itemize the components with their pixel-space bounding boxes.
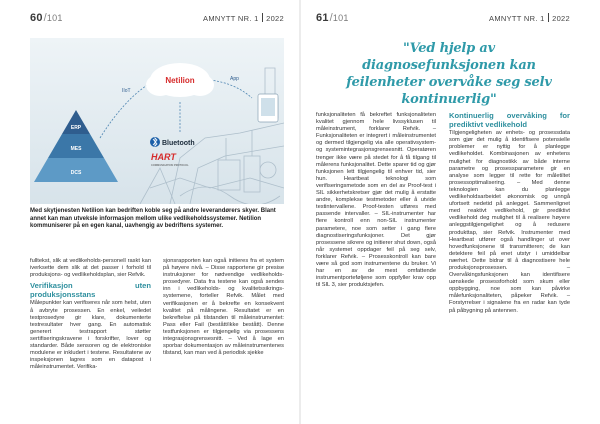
article-paragraph: fulltekst, slik at vedlikeholds-personell raskt kan iverksette dem slik at det passer i forhold til produksjons- og vedlikeholdsplan, sier Refvik. (30, 258, 151, 279)
article-paragraph: Målepunkter kan verifiseres når som helst, uten å avbryte prosessen. En enkel, veiledet testprosedyre gir klare, dokumenterte testresultater hver gang. En automatisk generert testrapport støtter sertifiseringskravene i forskrifter, lover og standarder. Både sensoren og de elektroniske modulene er inkludert i testene. Resultatene av inspeksjonen lagres som en datapost i måleinstrumentet. Verifika- (30, 300, 151, 371)
page-number-current: 60 (30, 12, 43, 24)
illustration-graphic (30, 38, 284, 204)
hart-sublabel: COMMUNICATION PROTOCOL (151, 164, 189, 167)
section-heading: Verifikasjon uten produksjonsstans (30, 281, 151, 299)
magazine-year: 2022 (266, 14, 284, 23)
iiot-label: IIoT (122, 88, 131, 94)
pyramid-label-dcs: DCS (70, 170, 82, 176)
page-number-total: 101 (46, 13, 63, 23)
magazine-year: 2022 (552, 14, 570, 23)
article-paragraph: funksjonaliteten få bekreftet funksjonaliteten kvalitet gjennom hele livssyklusen til måleinstrument, forklarer Refvik. – Funksjonaliteten er integrert i måleinstrumentet og dermed tilgjengelig via alle operativsystem- og systemintegrasjonsgrensesnitt. Operatøren trenger ikke være på stedet for å få tilgang til målerens funksjonalitet. Dette sparer tid og gjør funksjonen lett tilgjengelig til enhver tid, sier hun. Heartbeat teknologi som verifiseringsmetode som en del av Proof-test i SIL sikkerhetskretser gjør det mulig å erstatte andre, komplekse testmetoder eller å utvide testintervallene. Proof-testen utføres med passende intervaller. – SIL-instrumenter har flere kontroll enn non-SIL instrumenter parametere, noe som setter i gang flere diagnostiseringsfunksjoner. Det gjør prosessene sikrere og initierer shut down, også når systemet oppdager feil på seg selv, forklarer Refvik. – Prosesskontroll kan bare være så god som instrumentene du bruker. Vi har en av de mest omfattende instrumentporteføljene som oppfyller krav opp til SIL 3, sier produktsjefen. (316, 112, 436, 289)
page-number-total: 101 (332, 13, 349, 23)
pull-quote: "Ved hjelp av diagnosefunksjonen kan feilenheter overvåke seg selv kontinuerlig" (346, 41, 552, 107)
pyramid-label-mes: MES (70, 146, 82, 152)
magazine-name: AMNYTT NR. 1 (489, 14, 545, 23)
netilion-brand: Netilion (165, 76, 195, 85)
left-page-column-1 (30, 258, 151, 371)
magazine-issue (203, 13, 284, 23)
pyramid-label-erp: ERP (70, 125, 82, 131)
left-page-number: 60/101 (30, 12, 63, 24)
article-paragraph: sjonsrapporten kan også initieres fra et system på høyere nivå. – Disse rapportene gir presise instruksjoner for nødvendige vedlikeholds-prosedyrer. Data fra testene kan også sendes inn i vedlikeholds- og kvalitetssikrings-systemene, forteller Refvik. Målet med verifikasjonen er å bekrefte en konsekvent kvalitet på målingene. Resultatet er en bekreftelse på tilstanden til måleinstrumentet: Pass eller Fail (bestått/ikke bestått). Denne testfunksjonen er tilgjengelig via prosessens integrasjonsgrensesnitt. – Ved å lage en sporbar dokumentasjon av måleinstrumentenes tilstand, kan man ved å periodisk sjekke (163, 258, 284, 357)
right-page-column-1 (316, 112, 436, 289)
right-page-number: 61/101 (316, 12, 349, 24)
page-gutter (299, 0, 301, 424)
right-page-header (316, 12, 570, 26)
section-heading: Kontinuerlig overvåking for prediktivt vedlikehold (449, 111, 570, 129)
app-label: App (230, 76, 239, 82)
figure-caption: Med skytjenesten Netilion kan bedriften koble seg på andre leverandørers skyer. Blant annet kan man utveksle informasjon mellom ulike vedlikeholdssystemer. Netilion kommuniserer på en egen kanal, uavhengig av bedriftens systemer. (30, 208, 276, 230)
left-page-column-2 (163, 258, 284, 357)
hart-label: HART (151, 152, 176, 162)
right-page-column-2 (449, 112, 570, 315)
page-number-current: 61 (316, 12, 329, 24)
tablet-icon (258, 94, 278, 122)
bluetooth-label: Bluetooth (162, 140, 195, 147)
left-page-header (30, 12, 284, 26)
article-paragraph: Tilgjengeligheten av enhets- og prosessdata som gjør det mulig å identifisere potensielle problemer er nyttig for å planlegge vedlikeholdet. Kombinasjonen av enhetens mulighet for diagnostikk av både interne parametre og prosessparametere gir en analyse som legger til rette for måletiltet prosessoptimalisering. – Med denne teknologien kan du planlegge vedlikeholdsarbeidet økonomisk og unngå ufortsett nedetid på anlegget. Sammenlignet med reaktivt vedlikehold, gir prediktivt vedlikehold deg mulighet til å realisere høyere anleggstilgjengelighet og å redusere produkttap, sier Refvik. Instrumenter med Heartbeat utfører også handlinger ut over hovedfunksjonene til transmitteren; de kan detektere feil på enet utstyr i umiddelbar nærhet. Dette bidrar til å diagnostisere hele produksjonsprosessen. – Overvåkingsfunksjonen kan identifisere uønskede prosessforhold som skum eller oppbygging, noe som kan påvirke målefunksjonaliteten, påpeker Refvik. – Forstyrrelser i signalene fra en radar kan tyde på påbygning på antennen. (449, 130, 570, 314)
magazine-name: AMNYTT NR. 1 (203, 14, 259, 23)
netilion-illustration (30, 38, 284, 204)
magazine-issue (489, 13, 570, 23)
